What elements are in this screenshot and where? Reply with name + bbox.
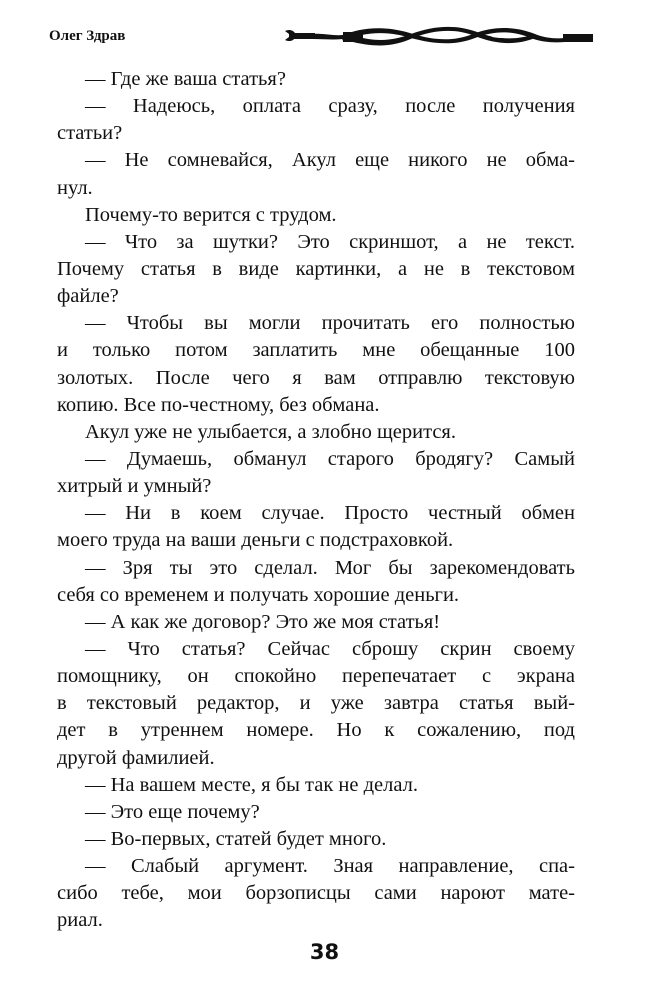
text-line: — Что за шутки? Это скриншот, а не текст. bbox=[85, 230, 575, 253]
text-line: — Зря ты это сделал. Мог бы зарекомендовать bbox=[85, 556, 575, 579]
text-line: Почему-то верится с трудом. bbox=[85, 203, 337, 226]
text-line: — Чтобы вы могли прочитать его полностью bbox=[85, 312, 575, 335]
text-line: другой фамилией. bbox=[57, 746, 215, 769]
text-line: — Не сомневайся, Акул еще никого не обма- bbox=[85, 149, 575, 172]
twisted-rope-ornament-icon bbox=[283, 24, 595, 50]
text-line: — Ни в коем случае. Просто честный обмен bbox=[85, 502, 575, 525]
text-line: — Где же ваша статья? bbox=[85, 68, 286, 90]
text-line: помощнику, он спокойно перепечатает с экрана bbox=[57, 665, 575, 688]
text-line: — Это еще почему? bbox=[85, 800, 260, 823]
text-line: Почему статья в виде картинки, а не в текстовом bbox=[57, 257, 575, 280]
text-line: и только потом заплатить мне обещанные 100 bbox=[57, 339, 575, 362]
text-line: — Надеюсь, оплата сразу, после получения bbox=[85, 95, 575, 118]
page-header bbox=[0, 0, 649, 60]
running-head-author: Олег Здрав bbox=[49, 28, 126, 44]
text-line: в текстовый редактор, и уже завтра статья вый- bbox=[57, 692, 575, 715]
text-line: себя со временем и получать хорошие деньги. bbox=[57, 583, 460, 606]
text-line: — Слабый аргумент. Зная направление, спа- bbox=[85, 855, 575, 878]
text-line: Акул уже не улыбается, а злобно щерится. bbox=[85, 420, 456, 443]
text-line: — Что статья? Сейчас сброшу скрин своему bbox=[85, 637, 575, 660]
text-line: — А как же договор? Это же моя статья! bbox=[85, 610, 441, 633]
text-line: золотых. После чего я вам отправлю текстовую bbox=[57, 366, 575, 389]
page-body-text bbox=[57, 66, 575, 935]
text-line: моего труда на ваши деньги с подстраховкой. bbox=[57, 529, 454, 552]
text-line: файле? bbox=[57, 285, 119, 308]
text-line: — На вашем месте, я бы так не делал. bbox=[85, 773, 418, 796]
text-line: копию. Все по-честному, без обмана. bbox=[57, 393, 380, 416]
text-line: сибо тебе, мои борзописцы сами нароют мате- bbox=[57, 882, 575, 905]
text-line: — Думаешь, обманул старого бродягу? Самый bbox=[85, 447, 575, 470]
text-line: — Во-первых, статей будет много. bbox=[85, 827, 387, 850]
text-line: нул. bbox=[57, 176, 93, 199]
text-line: хитрый и умный? bbox=[57, 475, 212, 498]
text-line: статьи? bbox=[57, 122, 123, 145]
text-line: дет в утреннем номере. Но к сожалению, под bbox=[57, 719, 575, 742]
page-number: 38 bbox=[309, 940, 340, 964]
text-line: риал. bbox=[57, 909, 103, 932]
